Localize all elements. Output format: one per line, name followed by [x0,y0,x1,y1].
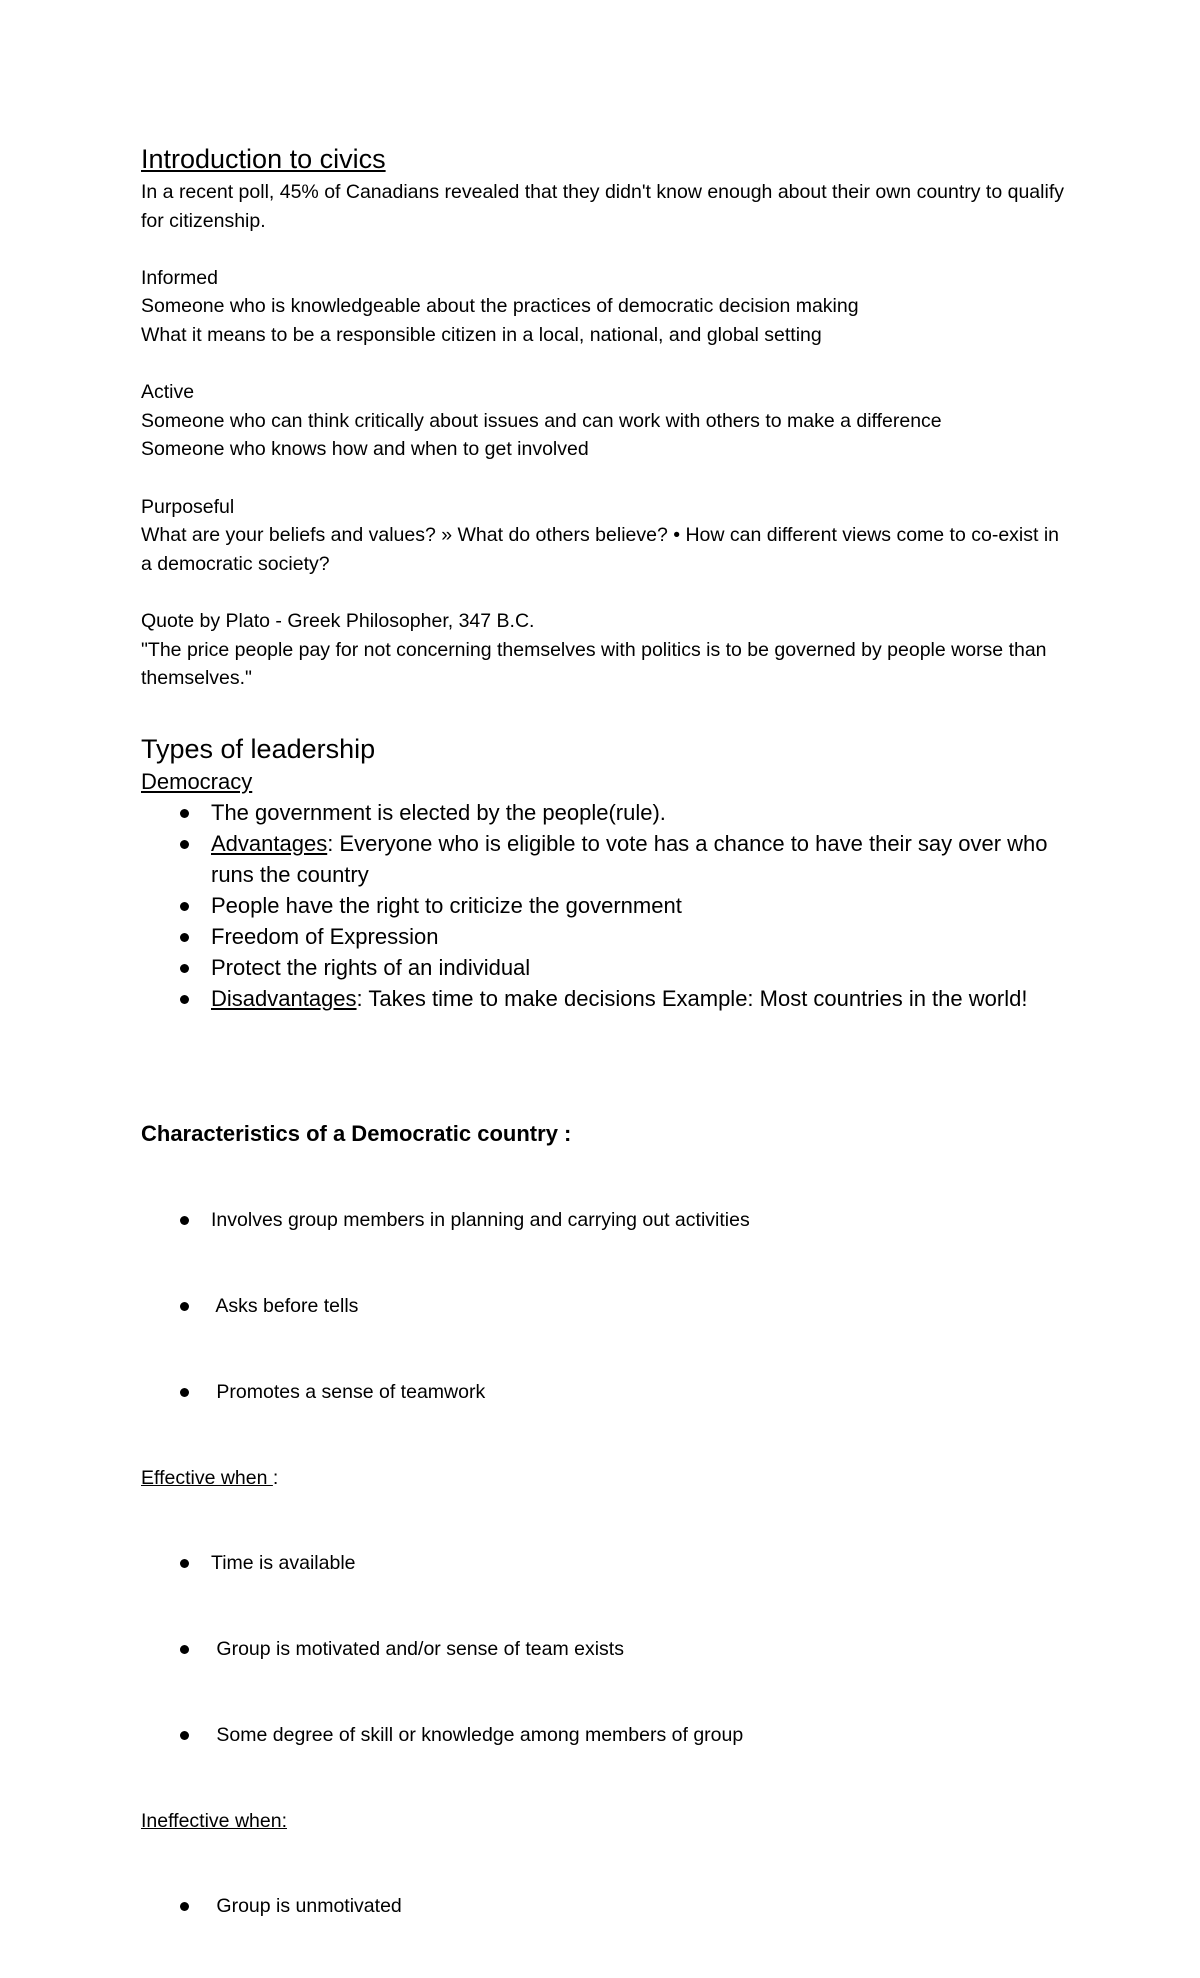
characteristics-list [141,1149,1071,1464]
list-item: Time is available [141,1549,1071,1578]
list-item: Involves group members in planning and carrying out activities [141,1206,1071,1235]
purposeful-line-1: What are your beliefs and values? » What do others believe? • How can different views come to co-exist in a democratic society? [141,524,1060,575]
bullet-icon [180,1559,189,1568]
democracy-label: Democracy [141,769,253,794]
democracy-list [141,797,1071,1014]
purposeful-label: Purposeful [141,495,235,518]
active-line-2: Someone who knows how and when to get involved [141,438,589,461]
list-item: Some degree of skill or knowledge among members of group [141,1721,1071,1750]
intro-title: Introduction to civics [141,144,386,174]
effective-list [141,1492,1071,1807]
ineffective-list [141,1835,1071,1978]
leadership-section [141,730,1071,1014]
list-item: Asks before tells [141,1292,1071,1321]
quote-text: "The price people pay for not concerning themselves with politics is to be governed by people worse than themselves." [141,638,1047,690]
list-item: Group is motivated and/or sense of team exists [141,1635,1071,1664]
ineffective-when-label: Ineffective when: [141,1809,287,1832]
bullet-icon [180,964,189,973]
list-item: Group is unmotivated [141,1892,1071,1921]
leadership-title: Types of leadership [141,734,376,764]
bullet-icon [180,1902,189,1911]
list-item: Advantages: Everyone who is eligible to vote has a chance to have their say over who runs the country [141,828,1071,890]
bullet-icon [180,995,189,1004]
informed-line-2: What it means to be a responsible citizen in a local, national, and global setting [141,323,822,346]
disadvantages-label: Disadvantages [211,986,357,1011]
informed-label: Informed [141,266,218,289]
bullet-icon [180,840,189,849]
list-item: People have the right to criticize the government [141,890,1071,921]
bullet-icon [180,933,189,942]
list-item: Protect the rights of an individual [141,952,1071,983]
list-item: The government is elected by the people(rule). [141,797,1071,828]
document-page [141,140,1071,693]
informed-line-1: Someone who is knowledgeable about the practices of democratic decision making [141,295,859,318]
active-line-1: Someone who can think critically about issues and can work with others to make a difference [141,409,942,432]
advantages-label: Advantages [211,831,328,856]
characteristics-section [141,1118,1071,1978]
bullet-icon [180,902,189,911]
list-item: Freedom of Expression [141,921,1071,952]
bullet-icon [180,1216,189,1225]
bullet-icon [180,1302,189,1311]
effective-when-label: Effective when : [141,1466,279,1489]
quote-attribution: Quote by Plato - Greek Philosopher, 347 B.C. [141,609,535,632]
bullet-icon [180,809,189,818]
list-item: Disadvantages: Takes time to make decisions Example: Most countries in the world! [141,983,1071,1014]
bullet-icon [180,1731,189,1740]
active-label: Active [141,381,195,404]
bullet-icon [180,1388,189,1397]
bullet-icon [180,1645,189,1654]
characteristics-title: Characteristics of a Democratic country : [141,1121,572,1146]
list-item: Promotes a sense of teamwork [141,1378,1071,1407]
intro-paragraph: In a recent poll, 45% of Canadians revealed that they didn't know enough about their own country to qualify for citizenship. [141,181,1064,232]
